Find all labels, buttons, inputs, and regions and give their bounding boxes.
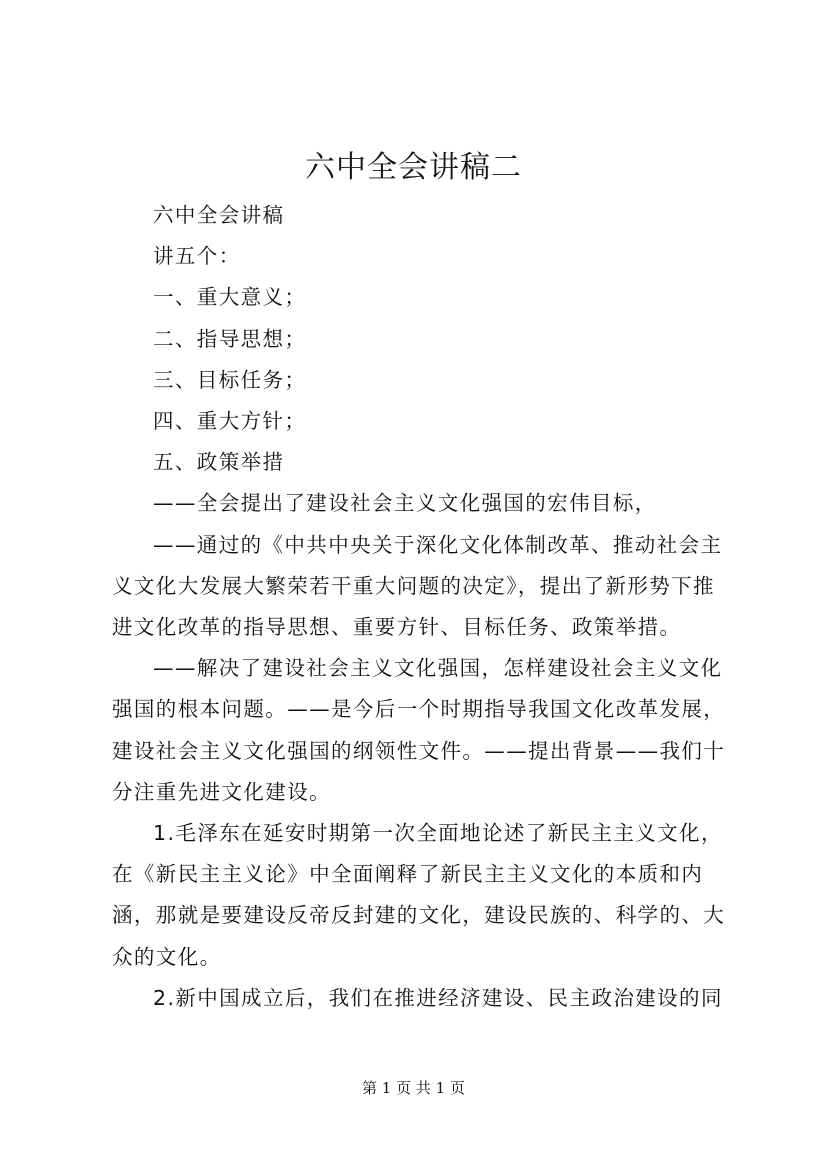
page-number-footer: 第 1 页 共 1 页	[362, 1079, 465, 1097]
paragraph: 二、指导思想；	[153, 326, 307, 351]
paragraph: ——解决了建设社会主义文化强国，怎样建设社会主义文化强国的根本问题。——是今后一个时期指导我国文化改革发展，建设社会主义文化强国的纲领性文件。——提出背景——我们十分注重先进文化建设。	[112, 656, 726, 804]
document-title: 六中全会讲稿二	[305, 150, 522, 185]
paragraph: ——通过的《中共中央关于深化文化体制改革、推动社会主义文化大发展大繁荣若干重大问题的决定》，提出了新形势下推进文化改革的指导思想、重要方针、目标任务、政策举措。	[112, 532, 723, 640]
paragraph: 一、重大意义；	[153, 285, 307, 310]
paragraph: 1.毛泽东在延安时期第一次全面地论述了新民主主义文化，在《新民主主义论》中全面阐释了新民主主义文化的本质和内涵，那就是要建设反帝反封建的文化，建设民族的、科学的、大众的文化。	[112, 821, 726, 969]
paragraph: ——全会提出了建设社会主义文化强国的宏伟目标，	[153, 491, 657, 516]
paragraph: 三、目标任务；	[153, 367, 307, 392]
paragraph: 五、政策举措	[153, 450, 285, 475]
paragraph: 四、重大方针；	[153, 409, 307, 434]
paragraph: 讲五个：	[153, 244, 241, 269]
document-body	[112, 195, 726, 1019]
paragraph: 六中全会讲稿	[153, 203, 285, 227]
paragraph: 2.新中国成立后，我们在推进经济建设、民主政治建设的同	[153, 985, 723, 1010]
